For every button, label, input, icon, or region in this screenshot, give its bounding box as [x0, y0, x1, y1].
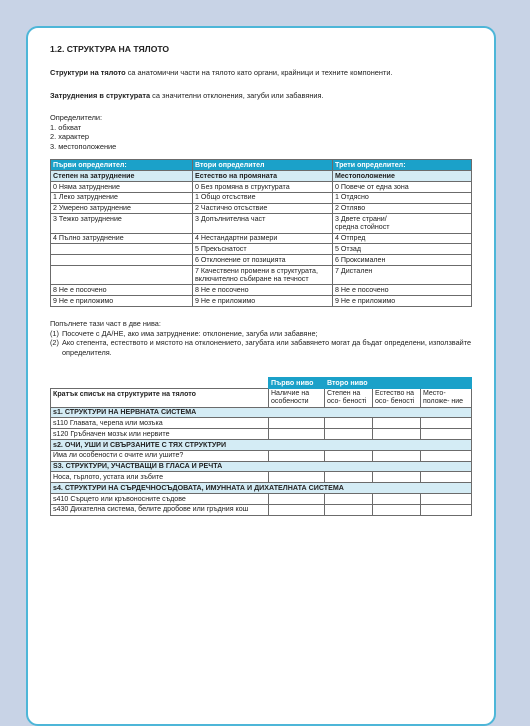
- table-cell: 6 Отклонение от позицията: [193, 255, 333, 266]
- column-header-row: [51, 389, 472, 408]
- section-label: s1. СТРУКТУРИ НА НЕРВНАТА СИСТЕМА: [51, 407, 472, 418]
- table-cell: [51, 244, 193, 255]
- level-header-row: [51, 378, 472, 389]
- answer-cell[interactable]: [325, 450, 373, 461]
- table-row: [51, 285, 472, 296]
- answer-cell[interactable]: [269, 418, 325, 429]
- instruction-text: Посочете с ДА/НЕ, ако има затруднение: отклонение, загуба или забавяне;: [62, 328, 318, 338]
- table-cell: 2 Отляво: [333, 203, 472, 214]
- answer-cell[interactable]: [373, 429, 421, 440]
- structure-label: s110 Главата, черепа или мозъка: [51, 418, 269, 429]
- instruction-number: (1): [50, 328, 59, 338]
- instruction-item: [50, 338, 472, 357]
- answer-cell[interactable]: [325, 472, 373, 483]
- header-cell: Трети определител:: [333, 160, 472, 171]
- list-heading: Кратък списък на структурите на тялото: [51, 389, 269, 408]
- table-row: [51, 255, 472, 266]
- table-subheader-row: [51, 171, 472, 182]
- structure-label: s430 Дихателна система, белите дробове или гръдния кош: [51, 504, 269, 515]
- definition-text: са значителни отклонения, загуби или забавяния.: [150, 90, 324, 100]
- table-cell: 7 Дистален: [333, 266, 472, 285]
- table-cell: 0 Няма затруднение: [51, 181, 193, 192]
- subheader-cell: Естество на промяната: [193, 171, 333, 182]
- section-label: s4. СТРУКТУРИ НА СЪРДЕЧНОСЪДОВАТА, ИМУННАТА И ДИХАТЕЛНАТА СИСТЕМА: [51, 483, 472, 494]
- answer-cell[interactable]: [373, 418, 421, 429]
- table-row: [51, 192, 472, 203]
- section-label: s2. ОЧИ, УШИ И СВЪРЗАНИТЕ С ТЯХ СТРУКТУРИ: [51, 440, 472, 451]
- answer-cell[interactable]: [421, 429, 472, 440]
- answer-cell[interactable]: [373, 504, 421, 515]
- header-cell: Първи определител:: [51, 160, 193, 171]
- instruction-item: [50, 329, 472, 339]
- section-title: 1.2. СТРУКТУРА НА ТЯЛОТО: [50, 44, 170, 54]
- determinants-list: [50, 113, 472, 151]
- table-cell: 2 Умерено затруднение: [51, 203, 193, 214]
- structures-table-body: [51, 407, 472, 515]
- table-row: [51, 203, 472, 214]
- determinants-table-body: [51, 181, 472, 306]
- answer-cell[interactable]: [421, 450, 472, 461]
- answer-cell[interactable]: [325, 493, 373, 504]
- table-cell: 5 Отзад: [333, 244, 472, 255]
- table-row: [51, 504, 472, 515]
- table-cell: 5 Прекъснатост: [193, 244, 333, 255]
- table-cell: 8 Не е посочено: [193, 285, 333, 296]
- determinants-heading: Определители:: [50, 113, 103, 122]
- table-row: [51, 472, 472, 483]
- answer-cell[interactable]: [373, 450, 421, 461]
- level-one-header: Първо ниво: [269, 378, 325, 389]
- table-cell: 1 Отдясно: [333, 192, 472, 203]
- blank-cell: [51, 378, 269, 389]
- document-page: [26, 26, 496, 726]
- answer-cell[interactable]: [269, 450, 325, 461]
- table-cell: 9 Не е приложимо: [193, 296, 333, 307]
- table-cell: 7 Качествени промени в структурата, включително събиране на течност: [193, 266, 333, 285]
- answer-cell[interactable]: [269, 504, 325, 515]
- table-row: [51, 296, 472, 307]
- table-row: [51, 493, 472, 504]
- structure-label: s120 Гръбначен мозък или нервите: [51, 429, 269, 440]
- table-cell: 9 Не е приложимо: [333, 296, 472, 307]
- section-label: S3. СТРУКТУРИ, УЧАСТВАЩИ В ГЛАСА И РЕЧТА: [51, 461, 472, 472]
- table-cell: 4 Отпред: [333, 233, 472, 244]
- table-cell: 9 Не е приложимо: [51, 296, 193, 307]
- column-header: Естество на осо- беностi: [373, 389, 421, 408]
- answer-cell[interactable]: [373, 493, 421, 504]
- determinant-item: 3. местоположение: [50, 141, 117, 151]
- table-row: [51, 181, 472, 192]
- instruction-text: Ако степента, естеството и мястото на отклонението, загубата или забавянето могат да бъдат определени, използвайте определителя.: [62, 338, 472, 357]
- instructions: [50, 319, 472, 357]
- table-cell: 1 Леко затруднение: [51, 192, 193, 203]
- column-header: Степен на осо- беностi: [325, 389, 373, 408]
- section-row: [51, 483, 472, 494]
- table-cell: 3 Тежко затруднение: [51, 214, 193, 233]
- determinants-table: [50, 159, 472, 307]
- answer-cell[interactable]: [269, 493, 325, 504]
- structure-label: Има ли особености с очите или ушите?: [51, 450, 269, 461]
- structure-label: s410 Сърцето или кръвоносните съдове: [51, 493, 269, 504]
- table-cell: 8 Не е посочено: [333, 285, 472, 296]
- definition-impairments: [50, 91, 472, 102]
- table-cell: 4 Нестандартни размери: [193, 233, 333, 244]
- instruction-number: (2): [50, 338, 59, 348]
- table-row: [51, 244, 472, 255]
- table-row: [51, 418, 472, 429]
- answer-cell[interactable]: [269, 429, 325, 440]
- table-cell: 1 Общо отсъствие: [193, 192, 333, 203]
- table-cell: 3 Допълнителна част: [193, 214, 333, 233]
- answer-cell[interactable]: [421, 493, 472, 504]
- section-row: [51, 440, 472, 451]
- level-two-header: Второ ниво: [325, 378, 472, 389]
- definition-text: са анатомични части на тялото като органи, крайници и техните компоненти.: [125, 68, 393, 77]
- column-header: Наличие на особености: [269, 389, 325, 408]
- table-cell: 0 Повече от една зона: [333, 181, 472, 192]
- table-cell: 8 Не е посочено: [51, 285, 193, 296]
- subheader-cell: Степен на затруднение: [51, 171, 193, 182]
- answer-cell[interactable]: [421, 418, 472, 429]
- table-header-row: [51, 160, 472, 171]
- table-cell: [51, 266, 193, 285]
- table-row: [51, 429, 472, 440]
- column-header: Место- положе- ние: [421, 389, 472, 408]
- table-cell: 2 Частично отсъствие: [193, 203, 333, 214]
- definition-term: Затруднения в структурата: [50, 90, 151, 100]
- definition-structures: [50, 68, 472, 79]
- answer-cell[interactable]: [421, 504, 472, 515]
- table-row: [51, 266, 472, 285]
- determinant-item: 1. обхват: [50, 122, 82, 132]
- answer-cell[interactable]: [421, 472, 472, 483]
- table-row: [51, 214, 472, 233]
- table-row: [51, 233, 472, 244]
- table-cell: 3 Двете страни/ средна стойност: [333, 214, 472, 233]
- table-cell: 0 Без промяна в структурата: [193, 181, 333, 192]
- structure-label: Носа, гърлото, устата или зъбите: [51, 472, 269, 483]
- section-row: [51, 407, 472, 418]
- definition-term: Структури на тялото: [50, 68, 126, 77]
- table-cell: 6 Проксимален: [333, 255, 472, 266]
- instructions-intro: Попълнете тази част в две нива:: [50, 318, 161, 328]
- table-row: [51, 450, 472, 461]
- answer-cell[interactable]: [325, 418, 373, 429]
- determinant-item: 2. характер: [50, 132, 89, 142]
- answer-cell[interactable]: [325, 504, 373, 515]
- header-cell: Втори определител: [193, 160, 333, 171]
- answer-cell[interactable]: [373, 472, 421, 483]
- subheader-cell: Местоположение: [333, 171, 472, 182]
- answer-cell[interactable]: [269, 472, 325, 483]
- table-cell: 4 Пълно затруднение: [51, 233, 193, 244]
- answer-cell[interactable]: [325, 429, 373, 440]
- section-row: [51, 461, 472, 472]
- table-cell: [51, 255, 193, 266]
- structures-form-table: [50, 377, 472, 515]
